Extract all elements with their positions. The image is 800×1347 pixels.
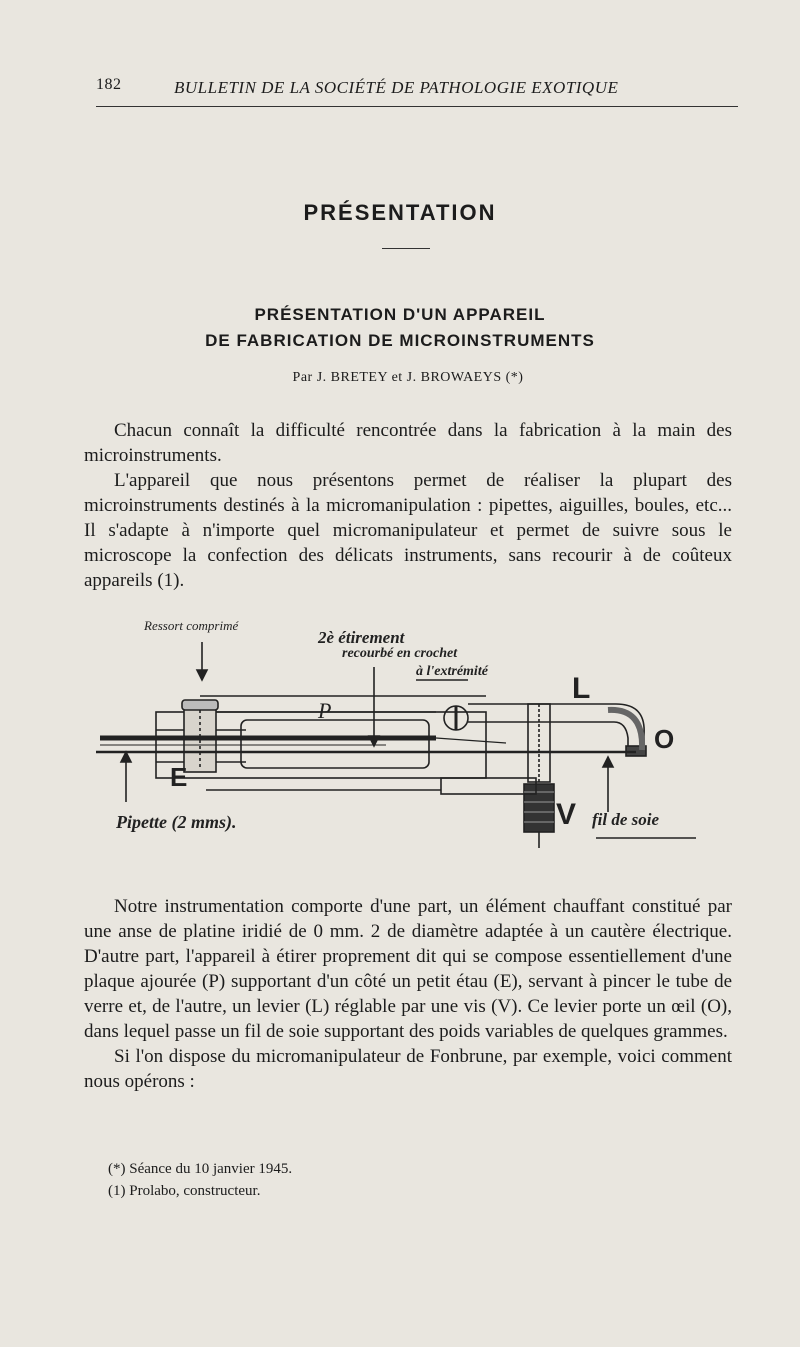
paragraph: Si l'on dispose du micromanipulateur de Fonbrune, par exemple, voici comment nous opérons :	[84, 1046, 732, 1092]
apparatus-figure	[96, 612, 716, 862]
section-title: PRÉSENTATION	[303, 200, 497, 225]
label-etirement-3: à l'extrémité	[416, 664, 488, 679]
article-title-line-1: PRÉSENTATION D'UN APPAREIL	[254, 305, 546, 324]
paragraph: Notre instrumentation comporte d'une part, un élément chauffant constitué par une anse de platine iridié de 0 mm. 2 de diamètre adaptée à un cautère électrique. D'autre part, l'appareil à étirer proprement dit qui se compose essentiellement d'une plaque ajourée (P) supportant d'un côté un petit étau (E), servant à pincer le tube de verre et, de l'autre, un levier (L) réglable par une vis (V). Ce levier porte un œil (O), dans lequel passe un fil de soie supportant des poids variables de quelques grammes.	[84, 896, 732, 1042]
page-number: 182	[96, 76, 122, 93]
label-lever: L	[572, 672, 591, 705]
body-text-bottom	[84, 894, 732, 1094]
paragraph: Chacun connaît la difficulté rencontrée dans la fabrication à la main des microinstruments.	[84, 420, 732, 466]
label-plate: P	[318, 698, 332, 723]
section-divider	[382, 248, 430, 249]
article-title-line-2: DE FABRICATION DE MICROINSTRUMENTS	[205, 331, 595, 350]
label-ressort: Ressort comprimé	[144, 618, 239, 633]
paragraph: L'appareil que nous présentons permet de réaliser la plupart des microinstruments destinés à la micromanipulation : pipettes, aiguilles, boules, etc... Il s'adapte à n'importe quel micromanipulateur et permet de suivre sous le microscope la confection des délicats instruments, sans recourir à de coûteux appareils (1).	[84, 470, 732, 591]
body-text-top	[84, 418, 732, 593]
article-authors: Par J. BRETEY et J. BROWAEYS (*)	[292, 370, 524, 385]
footnote: (*) Séance du 10 janvier 1945.	[108, 1161, 293, 1177]
header-rule	[96, 106, 738, 107]
label-etirement-1: 2è étirement	[318, 628, 405, 647]
footnote: (1) Prolabo, constructeur.	[108, 1183, 261, 1199]
label-silk-thread: fil de soie	[592, 810, 660, 829]
article-title	[0, 302, 800, 354]
label-etirement-2: recourbé en crochet	[342, 646, 458, 661]
label-pipette: Pipette (2 mms).	[116, 812, 237, 832]
journal-title: BULLETIN DE LA SOCIÉTÉ DE PATHOLOGIE EXOTIQUE	[174, 78, 619, 97]
label-screw: V	[556, 798, 577, 831]
label-eye: O	[654, 724, 675, 754]
footnotes	[108, 1158, 708, 1202]
label-vise: E	[170, 762, 188, 792]
